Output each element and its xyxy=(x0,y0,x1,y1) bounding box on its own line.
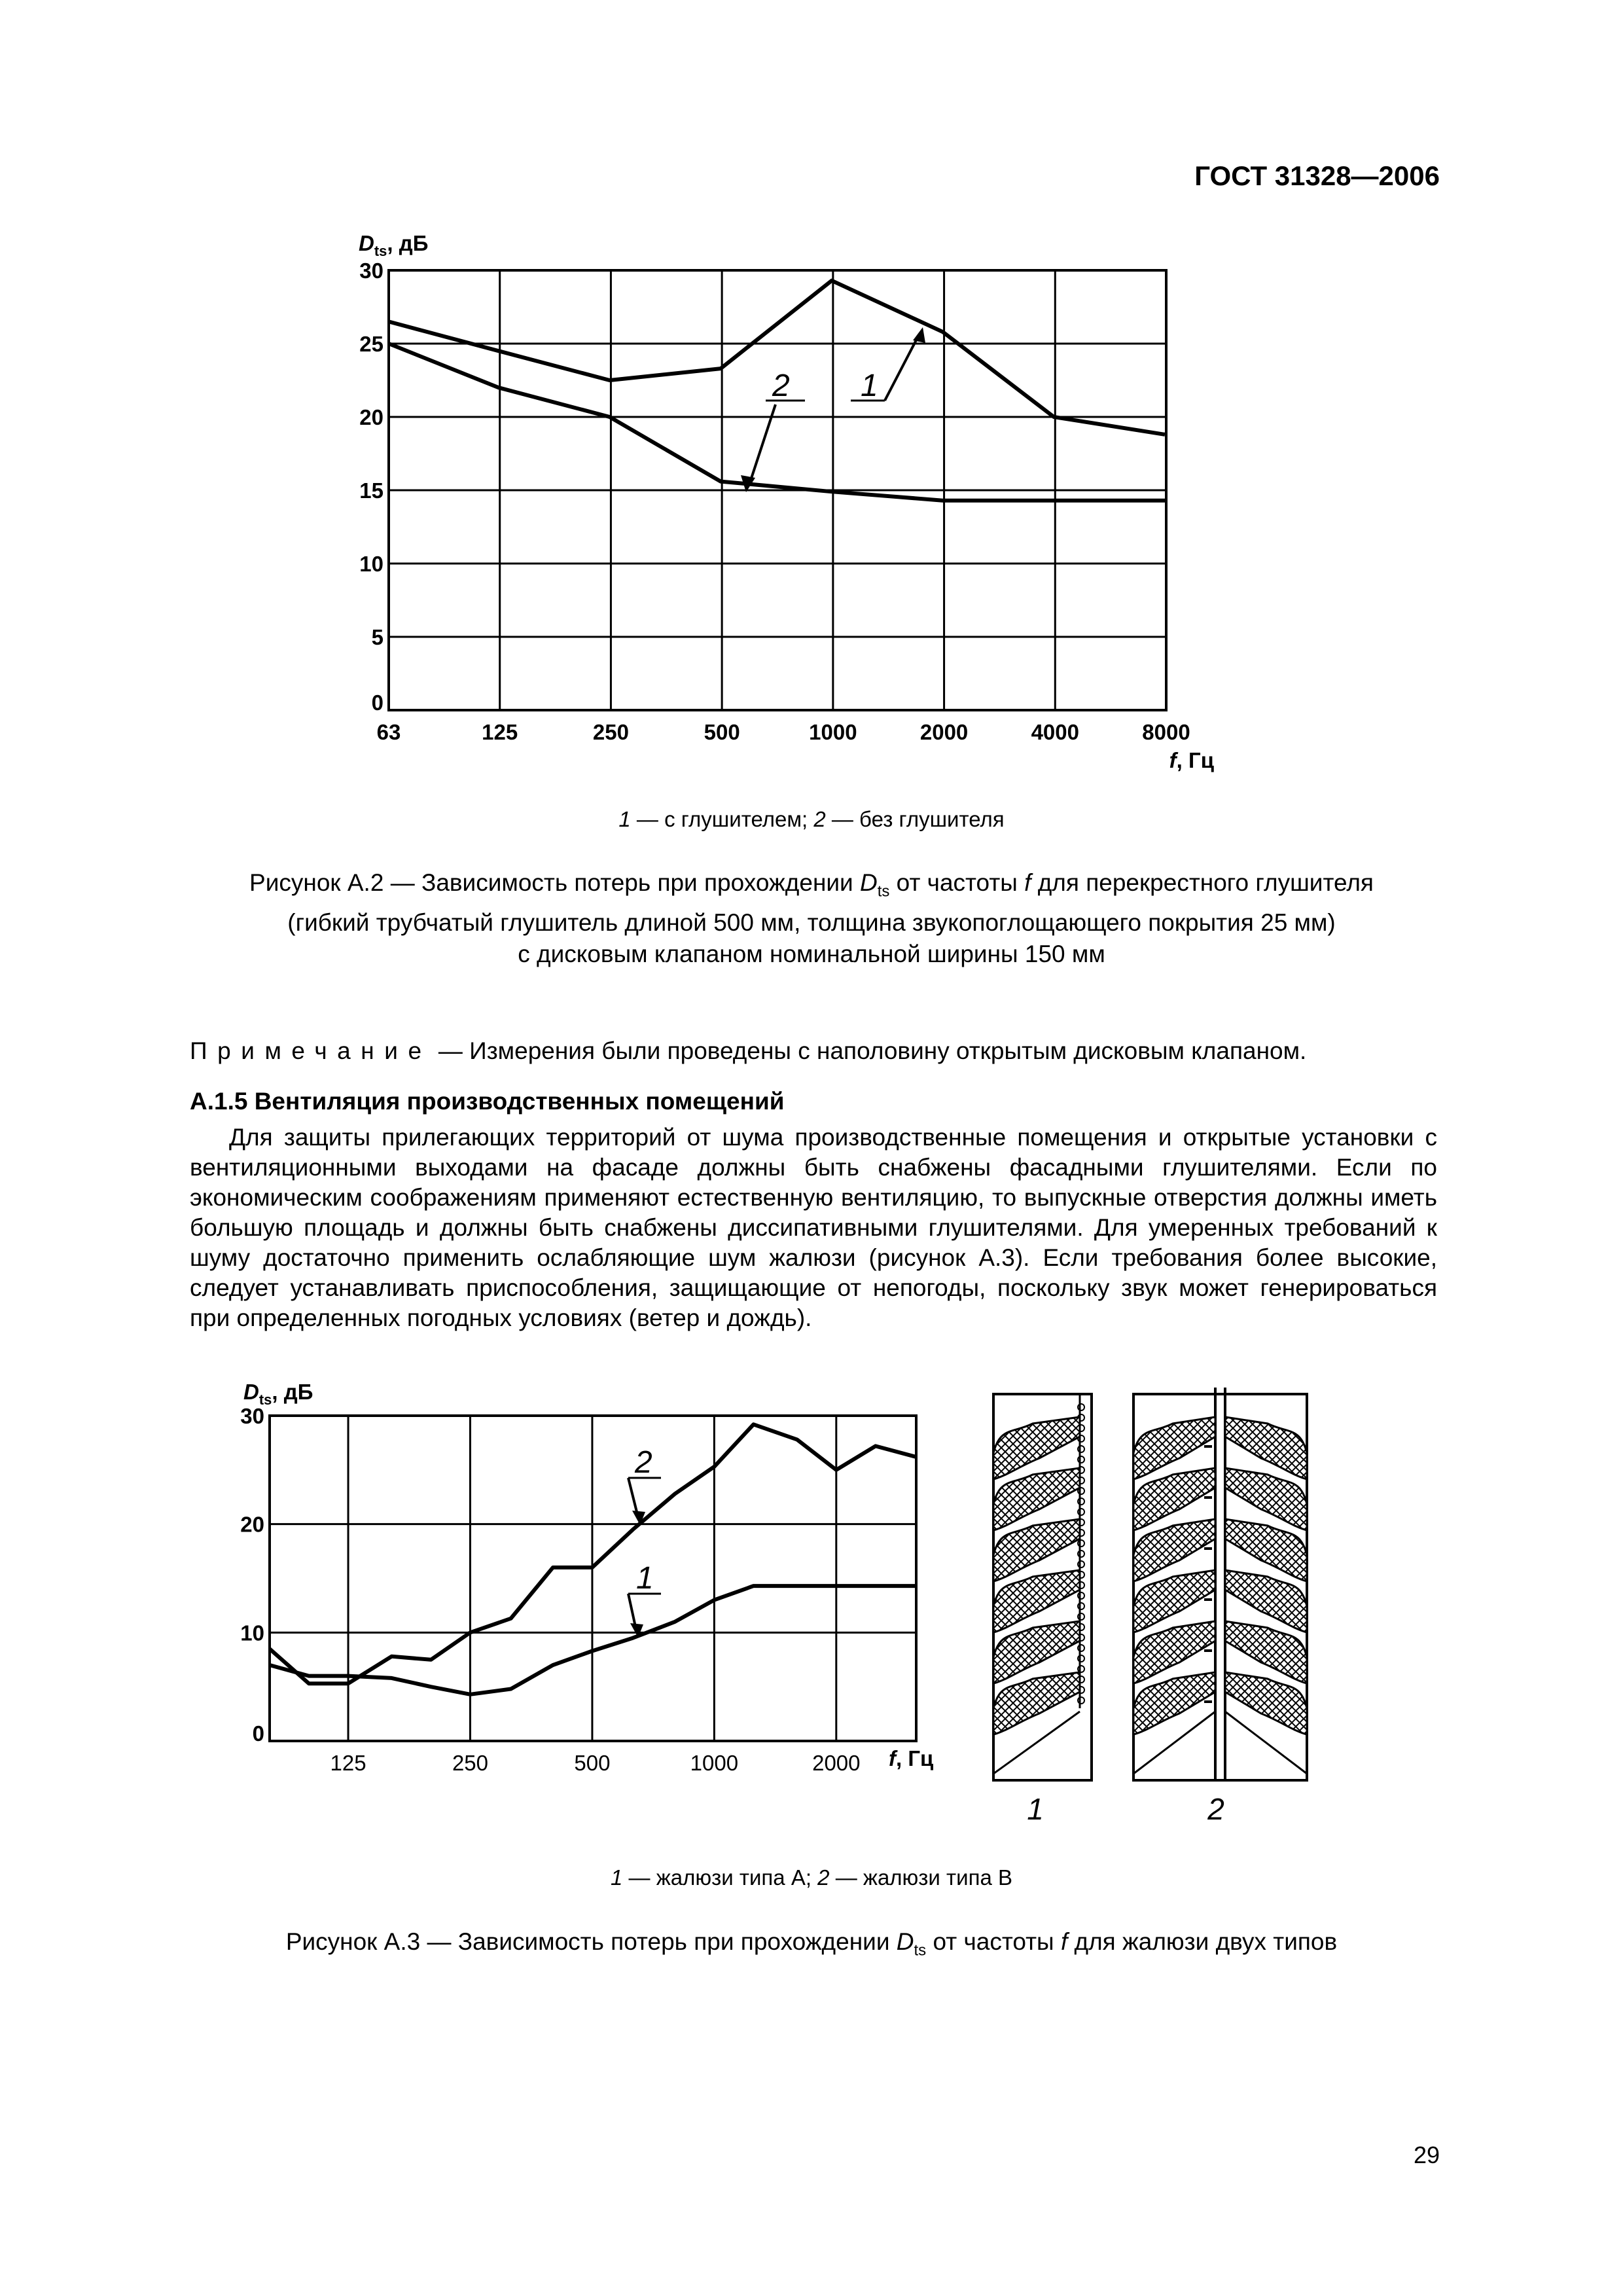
figure-a2-legend: 1 — с глушителем; 2 — без глушителя xyxy=(618,807,1005,831)
y-tick-label: 30 xyxy=(240,1404,264,1428)
x-tick-label: 500 xyxy=(574,1751,611,1775)
note-label: Примечание xyxy=(190,1037,432,1064)
x-tick-label: 250 xyxy=(452,1751,489,1775)
y-tick-label: 20 xyxy=(359,405,383,429)
y-tick-label: 10 xyxy=(240,1621,264,1645)
x-tick-label: 8000 xyxy=(1142,720,1190,744)
louvre-slat xyxy=(1133,1672,1215,1734)
x-tick-label: 125 xyxy=(482,720,518,744)
caption-a2-line2: (гибкий трубчатый глушитель длиной 500 мм, толщина звукопоглощающего покрытия 25 мм) xyxy=(287,909,1336,937)
x-tick-label: 1000 xyxy=(690,1751,739,1775)
y-tick-label: 20 xyxy=(240,1512,264,1537)
x-axis-label: f, Гц xyxy=(1169,748,1214,772)
y-axis-label: $D_{ts}$, дБ xyxy=(359,231,429,259)
louvre-diagrams xyxy=(982,1381,1335,1826)
x-tick-label: 2000 xyxy=(812,1751,861,1775)
x-tick-label: 4000 xyxy=(1031,720,1079,744)
caption-a2-line1: Рисунок А.2 — Зависимость потерь при прохождении $D_{ts}$ от частоты f для перекрестного глушителя xyxy=(249,869,1374,901)
figure-a3-caption: Рисунок А.3 — Зависимость потерь при прохождении $D_{ts}$ от частоты f для жалюзи двух типов xyxy=(285,1928,1338,1960)
x-axis-label-a3: f, Гц xyxy=(889,1746,934,1770)
y-tick-label: 10 xyxy=(359,552,383,576)
document-header: ГОСТ 31328—2006 xyxy=(1194,160,1440,191)
note-text: — Измерения были проведены с наполовину открытым дисковым клапаном. xyxy=(431,1037,1307,1064)
louvre-slat xyxy=(1225,1672,1307,1734)
louvre-type-a xyxy=(993,1394,1092,1780)
x-tick-label: 250 xyxy=(592,720,629,744)
caption-a2-line3: с дисковым клапаном номинальной ширины 150 мм xyxy=(518,941,1105,968)
x-tick-label: 63 xyxy=(376,720,401,744)
diagram-label-2: 2 xyxy=(1207,1792,1224,1826)
x-tick-label: 500 xyxy=(704,720,740,744)
diagram-label-1: 1 xyxy=(1027,1792,1044,1826)
louvre-type-b xyxy=(1133,1388,1307,1780)
section-title: А.1.5 Вентиляция производственных помещений xyxy=(190,1088,785,1115)
series-1-label-a3: 1 xyxy=(636,1561,654,1596)
page-number: 29 xyxy=(1413,2142,1440,2168)
series-1-label: 1 xyxy=(861,368,878,403)
x-tick-label: 2000 xyxy=(919,720,969,744)
y-tick-label: 30 xyxy=(359,259,383,283)
series-2-label: 2 xyxy=(772,368,790,403)
y-tick-label: 5 xyxy=(371,625,383,649)
x-tick-label: 1000 xyxy=(809,720,857,744)
y-tick-label: 25 xyxy=(359,332,383,356)
y-tick-label: 0 xyxy=(252,1721,264,1746)
paragraph-text: Для защиты прилегающих территорий от шума производственные помещения и открытые установки с вентиляционными выходами на фасаде должны быть снабжены фасадными глушителями. Если по экономическим соображениям применяют естественную вентиляцию, то выпускные отверстия должны иметь большую площадь и должны быть снабжены диссипативными глушителями. Для умеренных требований к шуму достаточно применить ослабляющие шум жалюзи (рисунок А.3). Если требования более высокие, следует устанавливать приспособления, защищающие от непогоды, поскольку звук может генерироваться при определенных погодных условиях (ветер и дождь). xyxy=(190,1124,1437,1331)
louvre-slat xyxy=(993,1672,1080,1734)
series-2-label-a3: 2 xyxy=(635,1445,652,1480)
y-tick-label: 15 xyxy=(359,478,383,503)
y-axis-label-a3: $D_{ts}$, дБ xyxy=(243,1380,313,1408)
y-tick-label: 0 xyxy=(371,691,383,715)
figure-a3-legend: 1 — жалюзи типа А; 2 — жалюзи типа В xyxy=(611,1865,1012,1890)
x-tick-label: 125 xyxy=(330,1751,366,1775)
